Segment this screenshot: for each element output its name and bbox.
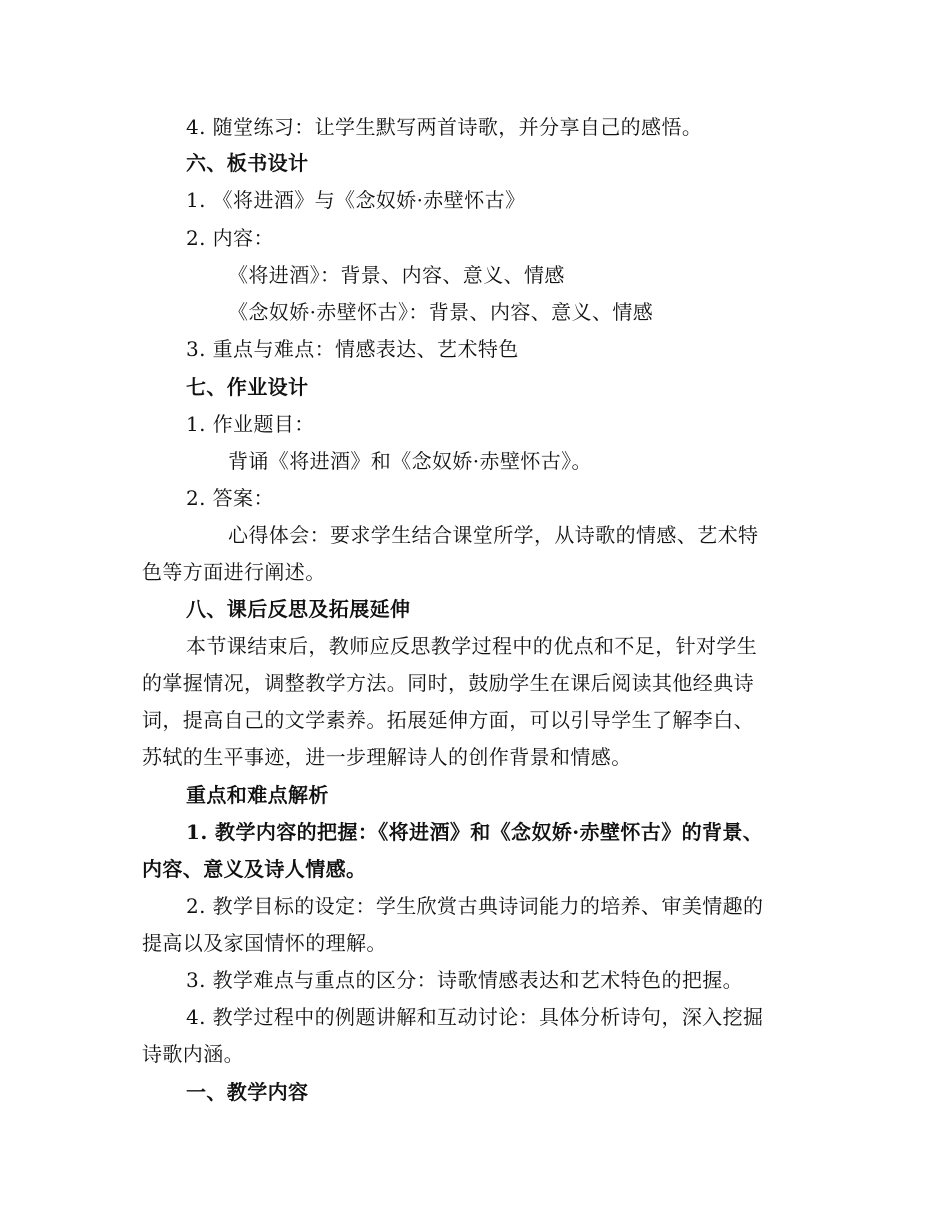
reflection-paragraph-line-2: 的掌握情况，调整教学方法。同时，鼓励学生在课后阅读其他经典诗 [142, 671, 754, 695]
reflection-paragraph-line-3: 词，提高自己的文学素养。拓展延伸方面，可以引导学生了解李白、 [142, 708, 754, 732]
analysis-item-1-line-2: 内容、意义及诗人情感。 [142, 857, 367, 881]
homework-item-2: 2. 答案： [186, 486, 274, 510]
board-design-item-2-sub-2: 《念奴娇·赤壁怀古》：背景、内容、意义、情感 [228, 300, 654, 324]
analysis-item-2-line-1: 2. 教学目标的设定：学生欣赏古典诗词能力的培养、审美情趣的 [186, 894, 764, 918]
section-heading-homework: 七、作业设计 [186, 375, 309, 399]
analysis-item-4-line-1: 4. 教学过程中的例题讲解和互动讨论：具体分析诗句，深入挖掘 [186, 1005, 764, 1029]
section-heading-teaching-content: 一、教学内容 [186, 1080, 309, 1104]
board-design-item-2: 2. 内容： [186, 226, 274, 250]
homework-answer-line-1: 心得体会：要求学生结合课堂所学，从诗歌的情感、艺术特 [228, 523, 759, 547]
section-heading-board-design: 六、板书设计 [186, 151, 309, 175]
section-heading-reflection: 八、课后反思及拓展延伸 [186, 597, 411, 621]
reflection-paragraph-line-1: 本节课结束后，教师应反思教学过程中的优点和不足，针对学生 [186, 634, 758, 658]
section-heading-analysis: 重点和难点解析 [186, 783, 329, 807]
practice-item-4: 4. 随堂练习：让学生默写两首诗歌，并分享自己的感悟。 [186, 115, 703, 139]
analysis-item-4-line-2: 诗歌内涵。 [142, 1042, 244, 1066]
analysis-item-2-line-2: 提高以及家国情怀的理解。 [142, 931, 387, 955]
homework-item-1-sub: 背诵《将进酒》和《念奴娇·赤壁怀古》。 [228, 449, 592, 473]
homework-answer-line-2: 色等方面进行阐述。 [142, 560, 326, 584]
analysis-item-1-line-1: 1. 教学内容的把握：《将进酒》和《念奴娇·赤壁怀古》的背景、 [186, 820, 764, 844]
analysis-item-3: 3. 教学难点与重点的区分：诗歌情感表达和艺术特色的把握。 [186, 968, 744, 992]
reflection-paragraph-line-4: 苏轼的生平事迹，进一步理解诗人的创作背景和情感。 [142, 745, 632, 769]
homework-item-1: 1. 作业题目： [186, 412, 315, 436]
board-design-item-1: 1. 《将进酒》与《念奴娇·赤壁怀古》 [186, 188, 526, 212]
board-design-item-2-sub-1: 《将进酒》：背景、内容、意义、情感 [228, 263, 565, 287]
board-design-item-3: 3. 重点与难点：情感表达、艺术特色 [186, 337, 519, 361]
